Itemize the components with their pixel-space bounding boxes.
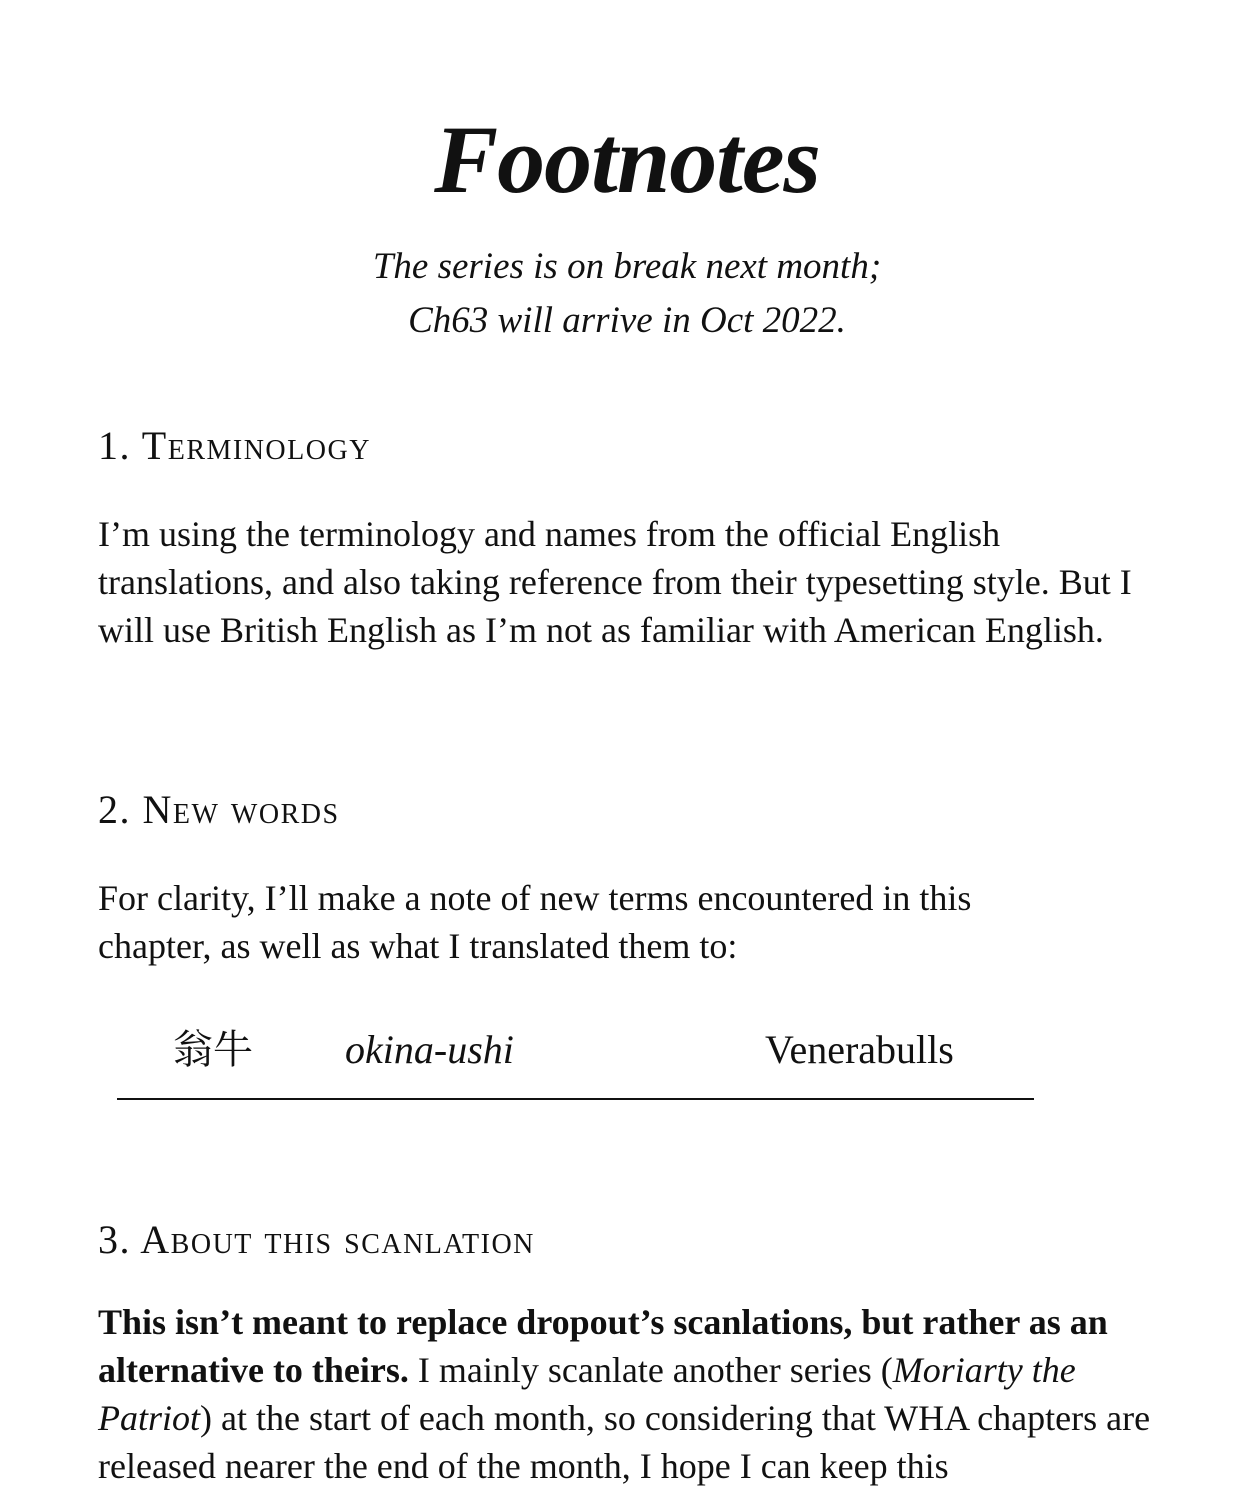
scanlation-text-part-1: I mainly scanlate another series ( <box>408 1350 893 1390</box>
section-heading-about-scanlation: 3. About this scanlation <box>98 1217 535 1262</box>
section-heading-terminology: 1. Terminology <box>98 423 371 468</box>
section-body-terminology: I’m using the terminology and names from the official English translations, and also taking reference from their typesetting style. But I will use British English as I’m not as familiar with American English. <box>98 514 1132 650</box>
break-notice-line-2: Ch63 will arrive in Oct 2022. <box>408 300 846 341</box>
section-heading-new-words: 2. New words <box>98 787 340 832</box>
break-notice <box>0 240 1254 348</box>
scanlation-text-part-2: ) at the start of each month, so considering that WHA chapters are released nearer the end of the month, I hope I can keep this <box>98 1398 1151 1486</box>
new-words-table <box>117 1020 1034 1100</box>
term-romaji: okina-ushi <box>345 1027 514 1072</box>
scanlation-disclaimer: This isn’t meant to replace dropout’s scanlations, but rather as an alternative to theirs. <box>98 1302 1108 1390</box>
other-series-title: Moriarty the Patriot <box>98 1350 1076 1438</box>
term-translation: Venerabulls <box>765 1027 954 1072</box>
section-body-new-words: For clarity, I’ll make a note of new terms encountered in this chapter, as well as what I translated them to: <box>98 878 972 966</box>
section-body-about-scanlation <box>98 1298 1178 1490</box>
break-notice-line-1: The series is on break next month; <box>372 246 882 287</box>
page-title: Footnotes <box>434 106 820 213</box>
term-kanji: 翁牛 <box>173 1027 253 1073</box>
